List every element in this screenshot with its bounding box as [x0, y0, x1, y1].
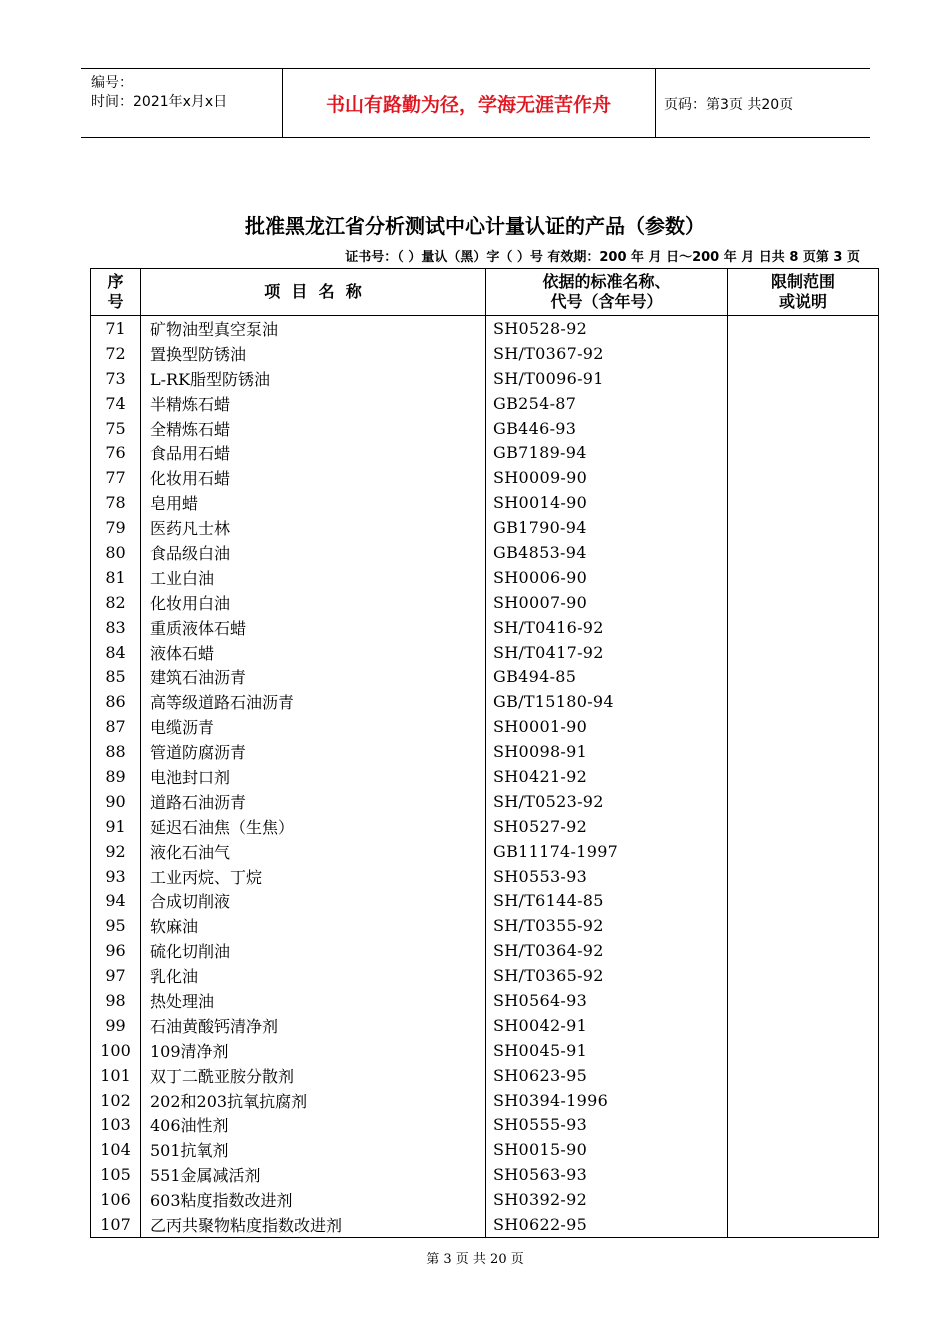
table-row [91, 888, 879, 913]
table-row [91, 316, 879, 341]
table-row [91, 814, 879, 839]
limit-note [728, 565, 879, 590]
header-divider [655, 69, 656, 137]
row-number: 82 [91, 590, 141, 615]
standard-code: GB4853-94 [486, 540, 728, 565]
limit-note [728, 316, 879, 341]
limit-note [728, 416, 879, 441]
row-number: 104 [91, 1137, 141, 1162]
standard-code: SH0042-91 [486, 1013, 728, 1038]
row-number: 78 [91, 490, 141, 515]
limit-note [728, 366, 879, 391]
item-name: 501抗氧剂 [141, 1137, 486, 1162]
item-name: 石油黄酸钙清净剂 [141, 1013, 486, 1038]
limit-note [728, 515, 879, 540]
table-row [91, 1137, 879, 1162]
item-name: 603粘度指数改进剂 [141, 1187, 486, 1212]
limit-note [728, 1013, 879, 1038]
row-number: 88 [91, 739, 141, 764]
row-number: 84 [91, 640, 141, 665]
item-name: 液化石油气 [141, 839, 486, 864]
row-number: 76 [91, 440, 141, 465]
item-name: 化妆用石蜡 [141, 465, 486, 490]
row-number: 99 [91, 1013, 141, 1038]
limit-note [728, 1162, 879, 1187]
table-row [91, 1212, 879, 1237]
item-name: 延迟石油焦（生焦） [141, 814, 486, 839]
table-row [91, 1063, 879, 1088]
standard-code: SH0555-93 [486, 1113, 728, 1138]
row-number: 86 [91, 689, 141, 714]
table-row [91, 988, 879, 1013]
standard-code: SH/T6144-85 [486, 888, 728, 913]
item-name: 医药凡士林 [141, 515, 486, 540]
item-name: 551金属减活剂 [141, 1162, 486, 1187]
item-name: 液体石蜡 [141, 640, 486, 665]
item-name: 电缆沥青 [141, 714, 486, 739]
limit-note [728, 814, 879, 839]
limit-note [728, 640, 879, 665]
standard-code: GB11174-1997 [486, 839, 728, 864]
header-page-info: 页码：第3页 共20页 [664, 97, 794, 113]
item-name: 矿物油型真空泵油 [141, 316, 486, 341]
products-table [90, 268, 879, 1238]
limit-note [728, 764, 879, 789]
table-row [91, 963, 879, 988]
limit-note [728, 664, 879, 689]
item-name: 软麻油 [141, 913, 486, 938]
item-name: 乳化油 [141, 963, 486, 988]
item-name: 双丁二酰亚胺分散剂 [141, 1063, 486, 1088]
standard-code: SH0394-1996 [486, 1088, 728, 1113]
standard-code: SH/T0417-92 [486, 640, 728, 665]
standard-code: SH/T0364-92 [486, 938, 728, 963]
standard-code: GB254-87 [486, 391, 728, 416]
limit-note [728, 864, 879, 889]
limit-note [728, 391, 879, 416]
table-row [91, 1113, 879, 1138]
limit-note [728, 938, 879, 963]
table-row [91, 1038, 879, 1063]
row-number: 103 [91, 1113, 141, 1138]
document-title: 批准黑龙江省分析测试中心计量认证的产品（参数） [245, 214, 705, 238]
table-header-row [91, 269, 879, 316]
standard-code: SH0098-91 [486, 739, 728, 764]
item-name: 合成切削液 [141, 888, 486, 913]
item-name: 建筑石油沥青 [141, 664, 486, 689]
row-number: 83 [91, 615, 141, 640]
page-header [81, 68, 870, 138]
standard-code: SH0009-90 [486, 465, 728, 490]
row-number: 80 [91, 540, 141, 565]
standard-code: SH0421-92 [486, 764, 728, 789]
row-number: 97 [91, 963, 141, 988]
standard-code: SH/T0096-91 [486, 366, 728, 391]
header-meta [91, 74, 227, 112]
table-row [91, 540, 879, 565]
col-header-name: 项 目 名 称 [141, 269, 486, 316]
item-name: 高等级道路石油沥青 [141, 689, 486, 714]
standard-code: SH0045-91 [486, 1038, 728, 1063]
item-name: 食品用石蜡 [141, 440, 486, 465]
item-name: 全精炼石蜡 [141, 416, 486, 441]
table-row [91, 341, 879, 366]
row-number: 72 [91, 341, 141, 366]
item-name: 乙丙共聚物粘度指数改进剂 [141, 1212, 486, 1237]
standard-code: GB7189-94 [486, 440, 728, 465]
limit-note [728, 888, 879, 913]
limit-note [728, 689, 879, 714]
row-number: 107 [91, 1212, 141, 1237]
table-row [91, 1187, 879, 1212]
standard-code: GB494-85 [486, 664, 728, 689]
limit-note [728, 789, 879, 814]
limit-note [728, 540, 879, 565]
row-number: 105 [91, 1162, 141, 1187]
row-number: 79 [91, 515, 141, 540]
row-number: 74 [91, 391, 141, 416]
limit-note [728, 913, 879, 938]
standard-code: SH/T0365-92 [486, 963, 728, 988]
item-name: 道路石油沥青 [141, 789, 486, 814]
standard-code: SH0015-90 [486, 1137, 728, 1162]
limit-note [728, 739, 879, 764]
header-motto: 书山有路勤为径，学海无涯苦作舟 [325, 93, 611, 116]
item-name: 置换型防锈油 [141, 341, 486, 366]
row-number: 96 [91, 938, 141, 963]
table-row [91, 440, 879, 465]
table-row [91, 515, 879, 540]
standard-code: SH/T0355-92 [486, 913, 728, 938]
row-number: 101 [91, 1063, 141, 1088]
standard-code: SH0001-90 [486, 714, 728, 739]
table-row [91, 913, 879, 938]
limit-note [728, 1038, 879, 1063]
limit-note [728, 1187, 879, 1212]
row-number: 92 [91, 839, 141, 864]
item-name: 工业白油 [141, 565, 486, 590]
limit-note [728, 1088, 879, 1113]
standard-code: SH0014-90 [486, 490, 728, 515]
table-row [91, 416, 879, 441]
item-name: 化妆用白油 [141, 590, 486, 615]
item-name: 硫化切削油 [141, 938, 486, 963]
limit-note [728, 988, 879, 1013]
item-name: 重质液体石蜡 [141, 615, 486, 640]
date-label: 时间：2021年x月x日 [91, 94, 228, 110]
row-number: 100 [91, 1038, 141, 1063]
limit-note [728, 341, 879, 366]
certificate-line: 证书号：（ ）量认（黑）字（ ）号 有效期：200 年 月 日～200 年 月 日共 8 页第 3 页 [345, 250, 860, 265]
standard-code: SH0007-90 [486, 590, 728, 615]
standard-code: SH0564-93 [486, 988, 728, 1013]
limit-note [728, 615, 879, 640]
table-row [91, 465, 879, 490]
standard-code: SH0392-92 [486, 1187, 728, 1212]
table-row [91, 714, 879, 739]
table-row [91, 739, 879, 764]
standard-code: SH0553-93 [486, 864, 728, 889]
row-number: 75 [91, 416, 141, 441]
page-footer: 第 3 页 共 20 页 [426, 1252, 524, 1267]
table-row [91, 664, 879, 689]
limit-note [728, 1137, 879, 1162]
row-number: 87 [91, 714, 141, 739]
row-number: 95 [91, 913, 141, 938]
col-header-standard: 依据的标准名称、代号（含年号） [486, 269, 728, 316]
standard-code: GB1790-94 [486, 515, 728, 540]
standard-code: SH/T0416-92 [486, 615, 728, 640]
row-number: 73 [91, 366, 141, 391]
table-row [91, 1013, 879, 1038]
col-header-seq: 序号 [91, 269, 141, 316]
row-number: 71 [91, 316, 141, 341]
row-number: 85 [91, 664, 141, 689]
standard-code: SH0527-92 [486, 814, 728, 839]
limit-note [728, 440, 879, 465]
standard-code: SH0563-93 [486, 1162, 728, 1187]
table-row [91, 1162, 879, 1187]
limit-note [728, 490, 879, 515]
standard-code: SH0528-92 [486, 316, 728, 341]
item-name: 406油性剂 [141, 1113, 486, 1138]
row-number: 91 [91, 814, 141, 839]
item-name: 皂用蜡 [141, 490, 486, 515]
standard-code: GB/T15180-94 [486, 689, 728, 714]
row-number: 90 [91, 789, 141, 814]
standard-code: SH0623-95 [486, 1063, 728, 1088]
table-row [91, 615, 879, 640]
item-name: 食品级白油 [141, 540, 486, 565]
table-row [91, 938, 879, 963]
item-name: 半精炼石蜡 [141, 391, 486, 416]
item-name: 热处理油 [141, 988, 486, 1013]
row-number: 98 [91, 988, 141, 1013]
item-name: 电池封口剂 [141, 764, 486, 789]
row-number: 102 [91, 1088, 141, 1113]
standard-code: SH/T0523-92 [486, 789, 728, 814]
limit-note [728, 1113, 879, 1138]
table-row [91, 590, 879, 615]
limit-note [728, 963, 879, 988]
table-body [91, 316, 879, 1238]
limit-note [728, 1212, 879, 1237]
table-row [91, 565, 879, 590]
table-row [91, 839, 879, 864]
standard-code: SH/T0367-92 [486, 341, 728, 366]
table-row [91, 764, 879, 789]
item-name: 管道防腐沥青 [141, 739, 486, 764]
col-header-limit: 限制范围或说明 [728, 269, 879, 316]
table-row [91, 640, 879, 665]
table-row [91, 366, 879, 391]
table-row [91, 789, 879, 814]
item-name: 109清净剂 [141, 1038, 486, 1063]
standard-code: GB446-93 [486, 416, 728, 441]
row-number: 89 [91, 764, 141, 789]
item-name: 工业丙烷、丁烷 [141, 864, 486, 889]
row-number: 106 [91, 1187, 141, 1212]
number-label: 编号： [91, 75, 133, 91]
table-row [91, 391, 879, 416]
limit-note [728, 590, 879, 615]
table-row [91, 1088, 879, 1113]
table-row [91, 864, 879, 889]
table-row [91, 689, 879, 714]
table-row [91, 490, 879, 515]
row-number: 94 [91, 888, 141, 913]
row-number: 93 [91, 864, 141, 889]
row-number: 81 [91, 565, 141, 590]
item-name: L-RK脂型防锈油 [141, 366, 486, 391]
limit-note [728, 465, 879, 490]
item-name: 202和203抗氧抗腐剂 [141, 1088, 486, 1113]
limit-note [728, 839, 879, 864]
standard-code: SH0622-95 [486, 1212, 728, 1237]
standard-code: SH0006-90 [486, 565, 728, 590]
limit-note [728, 1063, 879, 1088]
limit-note [728, 714, 879, 739]
row-number: 77 [91, 465, 141, 490]
